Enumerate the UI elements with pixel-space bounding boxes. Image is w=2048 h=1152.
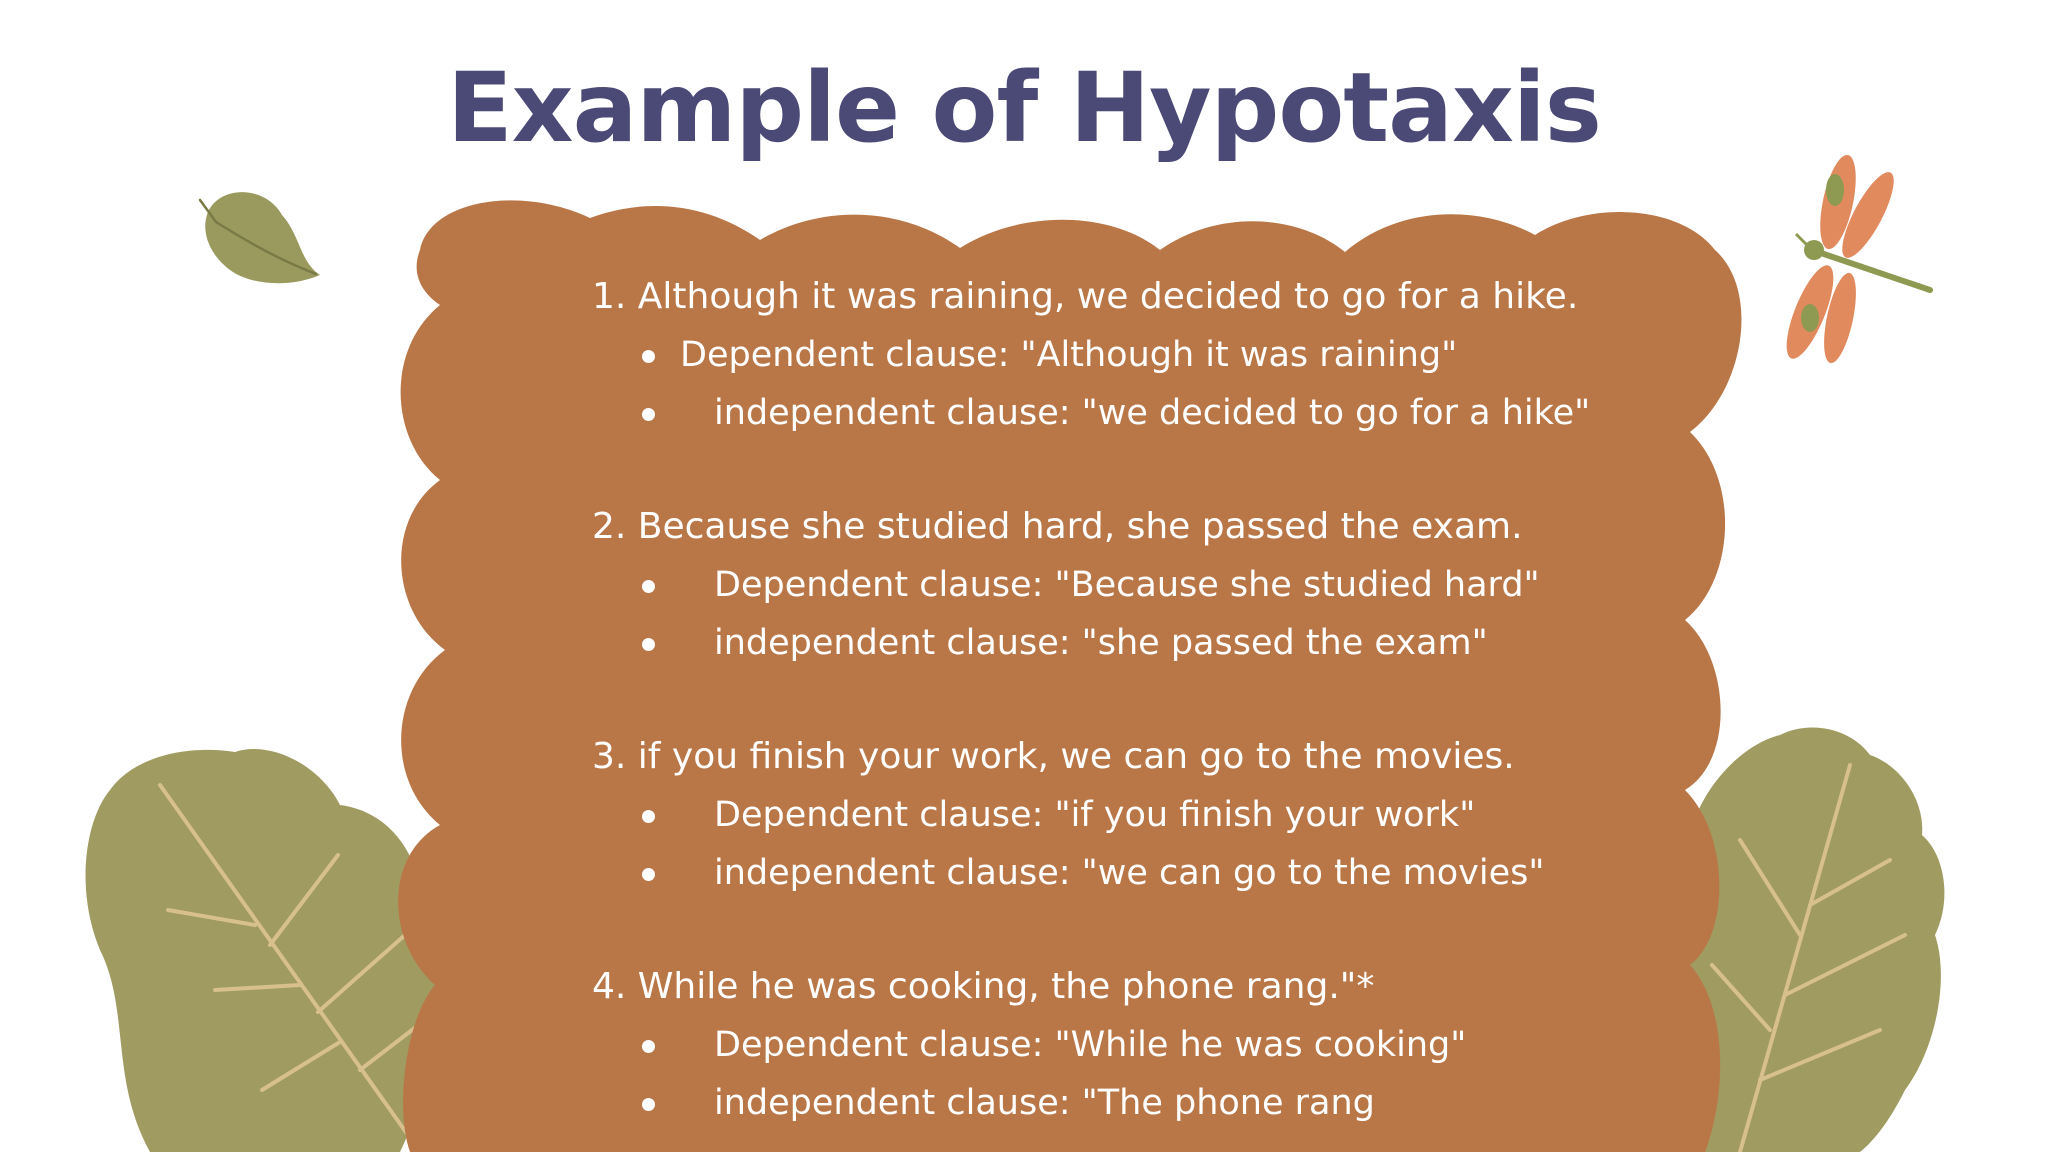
example-sentence: 1. Although it was raining, we decided to go for a hike. bbox=[592, 276, 1579, 317]
dependent-clause-item bbox=[592, 326, 1592, 384]
bullet-dot-icon bbox=[642, 810, 655, 823]
bullet-dot-icon bbox=[642, 1098, 655, 1111]
bullet-dot-icon bbox=[642, 350, 655, 363]
small-leaf-icon bbox=[200, 192, 320, 283]
bullet-dot-icon bbox=[642, 868, 655, 881]
bullet-dot-icon bbox=[642, 1040, 655, 1053]
independent-clause-item bbox=[592, 844, 1592, 902]
dependent-clause-item bbox=[592, 1016, 1592, 1074]
dependent-clause-text: Dependent clause: "Although it was raining" bbox=[680, 335, 1458, 375]
example-item bbox=[592, 498, 1592, 672]
dragonfly-icon bbox=[1777, 152, 1930, 366]
bullet-dot-icon bbox=[642, 580, 655, 593]
dependent-clause-text: Dependent clause: "if you finish your work" bbox=[714, 795, 1476, 835]
example-item bbox=[592, 268, 1592, 442]
independent-clause-text: independent clause: "we decided to go for a hike" bbox=[714, 393, 1591, 433]
bullet-dot-icon bbox=[642, 408, 655, 421]
example-item bbox=[592, 958, 1592, 1132]
clause-list bbox=[592, 786, 1592, 902]
independent-clause-text: independent clause: "we can go to the movies" bbox=[714, 853, 1545, 893]
examples-list bbox=[592, 268, 1592, 1152]
dependent-clause-text: Dependent clause: "Because she studied hard" bbox=[714, 565, 1540, 605]
example-sentence: 3. if you finish your work, we can go to the movies. bbox=[592, 736, 1515, 777]
bullet-dot-icon bbox=[642, 638, 655, 651]
independent-clause-text: independent clause: "she passed the exam" bbox=[714, 623, 1488, 663]
dependent-clause-text: Dependent clause: "While he was cooking" bbox=[714, 1025, 1467, 1065]
independent-clause-text: independent clause: "The phone rang bbox=[714, 1083, 1375, 1123]
example-item bbox=[592, 728, 1592, 902]
independent-clause-item bbox=[592, 384, 1592, 442]
left-bush-icon bbox=[86, 749, 443, 1152]
independent-clause-item bbox=[592, 1074, 1592, 1132]
clause-list bbox=[592, 1016, 1592, 1132]
dependent-clause-item bbox=[592, 786, 1592, 844]
slide-title: Example of Hypotaxis bbox=[447, 52, 1601, 164]
example-sentence: 4. While he was cooking, the phone rang."* bbox=[592, 966, 1375, 1007]
dependent-clause-item bbox=[592, 556, 1592, 614]
clause-list bbox=[592, 556, 1592, 672]
independent-clause-item bbox=[592, 614, 1592, 672]
clause-list bbox=[592, 326, 1592, 442]
example-sentence: 2. Because she studied hard, she passed the exam. bbox=[592, 506, 1523, 547]
